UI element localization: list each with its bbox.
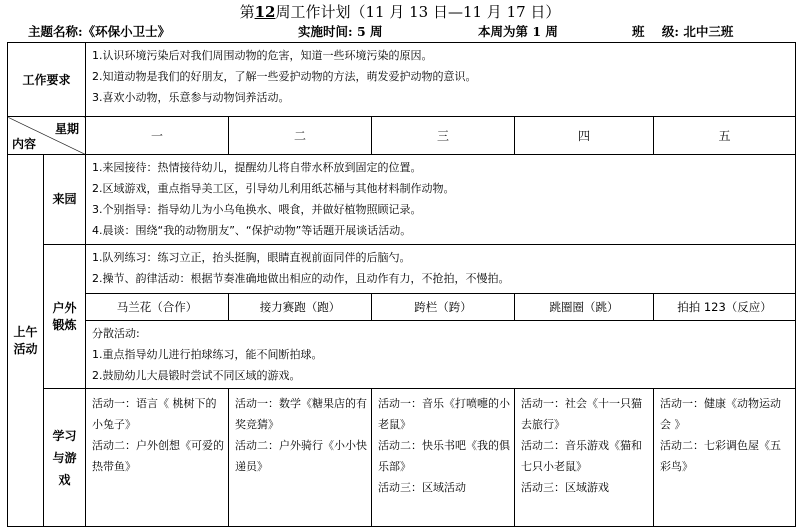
exercise-row [8,245,796,294]
weekday-thu: 四 [515,117,654,155]
activity-item: 活动一：音乐《打喷嚏的小老鼠》 [378,397,511,431]
weekday-header-row [8,117,796,155]
learning-tue [229,389,372,527]
activity-item: 活动一：语言《 桃树下的小兔子》 [92,397,217,431]
exercise-wed: 跨栏（跨） [372,294,515,321]
learning-thu [515,389,654,527]
activity-item: 活动二：七彩调色屋《五彩鸟》 [660,439,782,473]
weekday-mon: 一 [86,117,229,155]
activity-item: 活动二：快乐书吧《我的俱乐部》 [378,439,511,473]
current-week: 本周为第 1 周 [478,24,558,39]
activity-item: 活动三：区域游戏 [521,481,610,494]
weekday-content-corner [8,117,86,155]
work-requirement-list [86,43,796,117]
learning-wed [372,389,515,527]
activity-item: 活动一：数学《糖果店的有奖竞猜》 [235,397,368,431]
scattered-activity-list [86,321,796,389]
daily-exercise-row [8,294,796,321]
class-name: 班 级: 北中三班 [632,24,734,39]
exercise-fri: 拍拍 123（反应） [654,294,796,321]
scattered-activity-row [8,321,796,389]
exercise-thu: 跳圈圈（跳） [515,294,654,321]
exercise-list [86,245,796,294]
week-label: 星期 [55,122,80,136]
learning-mon [86,389,229,527]
morning-activity-label: 上午活动 [8,155,44,527]
activity-item: 活动二：音乐游戏《猫和七只小老鼠》 [521,439,643,473]
activity-item: 活动二：户外骑行《小小快递员》 [235,439,368,473]
theme-name: 主题名称:《环保小卫士》 [28,24,171,39]
duration: 实施时间: 5 周 [298,24,383,39]
exercise-mon: 马兰花（合作） [86,294,229,321]
work-requirement-label: 工作要求 [8,43,86,117]
weekly-plan-table [7,42,796,527]
activity-item: 活动一：社会《十一只猫去旅行》 [521,397,643,431]
week-number: 12 [254,3,276,21]
content-label: 内容 [12,137,37,151]
work-requirement-item: 3.喜欢小动物，乐意参与动物饲养活动。 [92,91,290,104]
page-title: 第12周工作计划（11 月 13 日—11 月 17 日） [239,3,561,21]
arrival-list [86,155,796,245]
work-requirement-row [8,43,796,117]
learning-game-label: 学习与游戏 [44,389,86,527]
learning-fri [654,389,796,527]
exercise-tue: 接力赛跑（跑） [229,294,372,321]
scattered-activity-item: 1.重点指导幼儿进行拍球练习，能不间断拍球。 [92,348,323,361]
exercise-item: 1.队列练习：练习立正，抬头挺胸，眼睛直视前面同伴的后脑勺。 [92,251,411,264]
weekday-wed: 三 [372,117,515,155]
arrival-item: 3.个别指导：指导幼儿为小乌龟换水、喂食，并做好植物照顾记录。 [92,203,422,216]
weekday-tue: 二 [229,117,372,155]
learning-row [8,389,796,527]
activity-item: 活动一：健康《动物运动会 》 [660,397,782,431]
arrival-item: 4.晨谈：围绕“我的动物朋友”、“保护动物”等话题开展谈话活动。 [92,224,412,237]
arrival-item: 2.区域游戏，重点指导美工区，引导幼儿利用纸芯桶与其他材料制作动物。 [92,182,455,195]
scattered-activity-item: 分散活动: [92,327,140,340]
scattered-activity-item: 2.鼓励幼儿大晨锻时尝试不同区域的游戏。 [92,369,301,382]
work-requirement-item: 2.知道动物是我们的好朋友，了解一些爱护动物的方法，萌发爱护动物的意识。 [92,70,477,83]
exercise-item: 2.操节、韵律活动：根据节奏准确地做出相应的动作，且动作有力，不抢拍，不慢拍。 [92,272,510,285]
date-range: （11 月 13 日—11 月 17 日） [350,3,561,21]
work-requirement-item: 1.认识环境污染后对我们周围动物的危害，知道一些环境污染的原因。 [92,49,433,62]
arrival-item: 1.来园接待：热情接待幼儿，提醒幼儿将自带水杯放到固定的位置。 [92,161,422,174]
arrival-label: 来园 [44,155,86,245]
weekday-fri: 五 [654,117,796,155]
activity-item: 活动二：户外创想《可爱的热带鱼》 [92,439,225,473]
arrival-row [8,155,796,245]
activity-item: 活动三：区域活动 [378,481,467,494]
outdoor-exercise-label: 户外锻炼 [44,245,86,389]
